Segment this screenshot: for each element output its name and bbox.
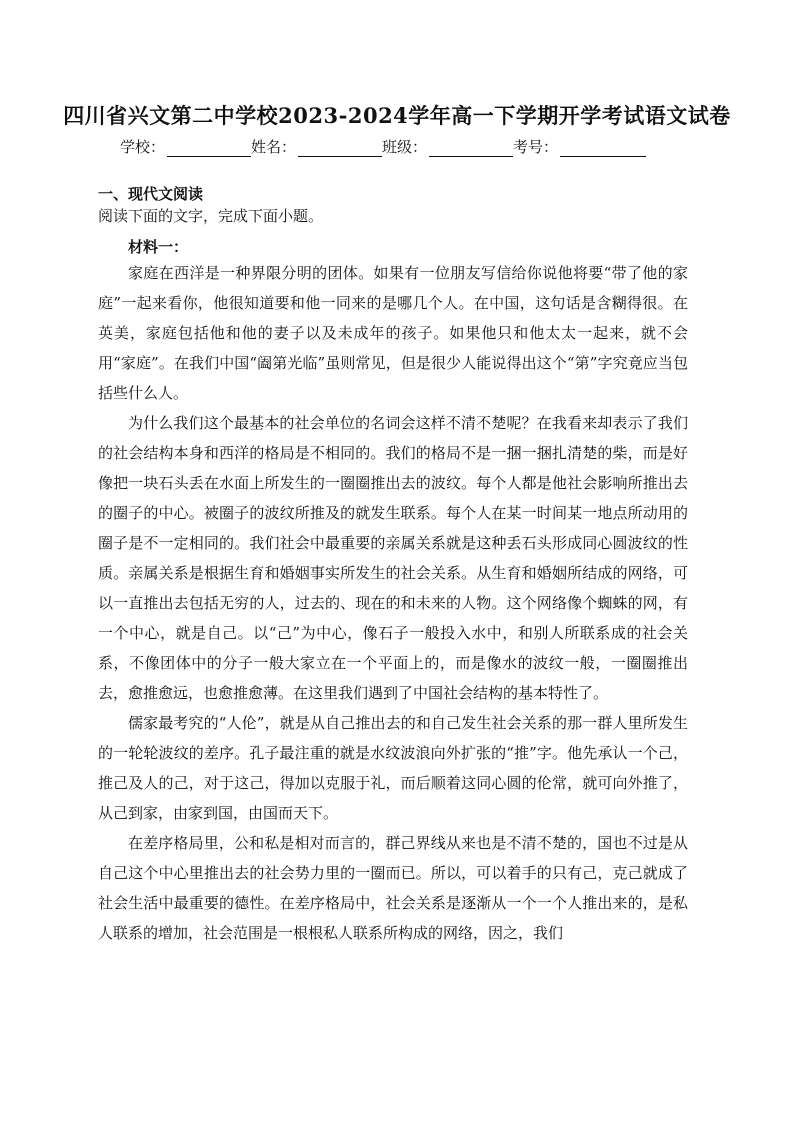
- exam-number-field: [513, 136, 646, 157]
- exam-number-label: 考号：: [513, 138, 559, 156]
- passage-paragraph: 在差序格局里，公和私是相对而言的，群己界线从来也是不清不楚的，国也不过是从自己这个中心里推出去的社会势力里的一圈而已。所以，可以着手的只有己，克己就成了社会生活中最重要的德性。在差序格局中，社会关系是逐渐从一个一个人推出来的，是私人联系的增加，社会范围是一根根私人联系所构成的网络，因之，我们: [98, 834, 688, 942]
- section-heading: 一、现代文阅读: [98, 185, 204, 203]
- material-label: 材料一：: [128, 238, 189, 256]
- passage-paragraph: 为什么我们这个最基本的社会单位的名词会这样不清不楚呢？在我看来却表示了我们的社会结构本身和西洋的格局是不相同的。我们的格局不是一捆一捆扎清楚的柴，而是好像把一块石头丢在水面上所发生的一圈圈推出去的波纹。每个人都是他社会影响所推出去的圈子的中心。被圈子的波纹所推及的就发生联系。每个人在某一时间某一地点所动用的圈子是不一定相同的。我们社会中最重要的亲属关系就是这种丢石头形成同心圆波纹的性质。亲属关系是根据生育和婚姻事实所发生的社会关系。从生育和婚姻所结成的网络，可以一直推出去包括无穷的人，过去的、现在的和未来的人物。这个网络像个蜘蛛的网，有一个中心，就是自己。以“己”为中心，像石子一般投入水中，和别人所联系成的社会关系，不像团体中的分子一般大家立在一个平面上的，而是像水的波纹一般，一圈圈推出去，愈推愈远，也愈推愈薄。在这里我们遇到了中国社会结构的基本特性了。: [98, 414, 688, 702]
- class-label: 班级：: [382, 138, 428, 156]
- name-field: [251, 136, 382, 157]
- passage-paragraph: 儒家最考究的“人伦”，就是从自己推出去的和自己发生社会关系的那一群人里所发生的一轮轮波纹的差序。孔子最注重的就是水纹波浪向外扩张的“推”字。他先承认一个己，推己及人的己，对于这己，得加以克服于礼，而后顺着这同心圆的伦常，就可向外推了，从己到家，由家到国，由国而天下。: [98, 714, 688, 822]
- exam-number-blank[interactable]: [560, 140, 646, 157]
- class-blank[interactable]: [429, 140, 513, 157]
- student-info-line: [120, 136, 680, 157]
- name-label: 姓名：: [251, 138, 297, 156]
- school-field: [120, 136, 251, 157]
- reading-instruction: 阅读下面的文字，完成下面小题。: [98, 207, 324, 225]
- reading-passage: [98, 258, 688, 948]
- class-field: [382, 136, 513, 157]
- exam-title: 四川省兴文第二中学校2023-2024学年高一下学期开学考试语文试卷: [63, 103, 731, 128]
- passage-paragraph: 家庭在西洋是一种界限分明的团体。如果有一位朋友写信给你说他将要“带了他的家庭”一起来看你，他很知道要和他一同来的是哪几个人。在中国，这句话是含糊得很。在英美，家庭包括他和他的妻子以及未成年的孩子。如果他只和他太太一起来，就不会用“家庭”。在我们中国“阖第光临”虽则常见，但是很少人能说得出这个“第”字究竟应当包括些什么人。: [98, 264, 688, 402]
- school-blank[interactable]: [167, 140, 251, 157]
- name-blank[interactable]: [298, 140, 382, 157]
- school-label: 学校：: [120, 138, 166, 156]
